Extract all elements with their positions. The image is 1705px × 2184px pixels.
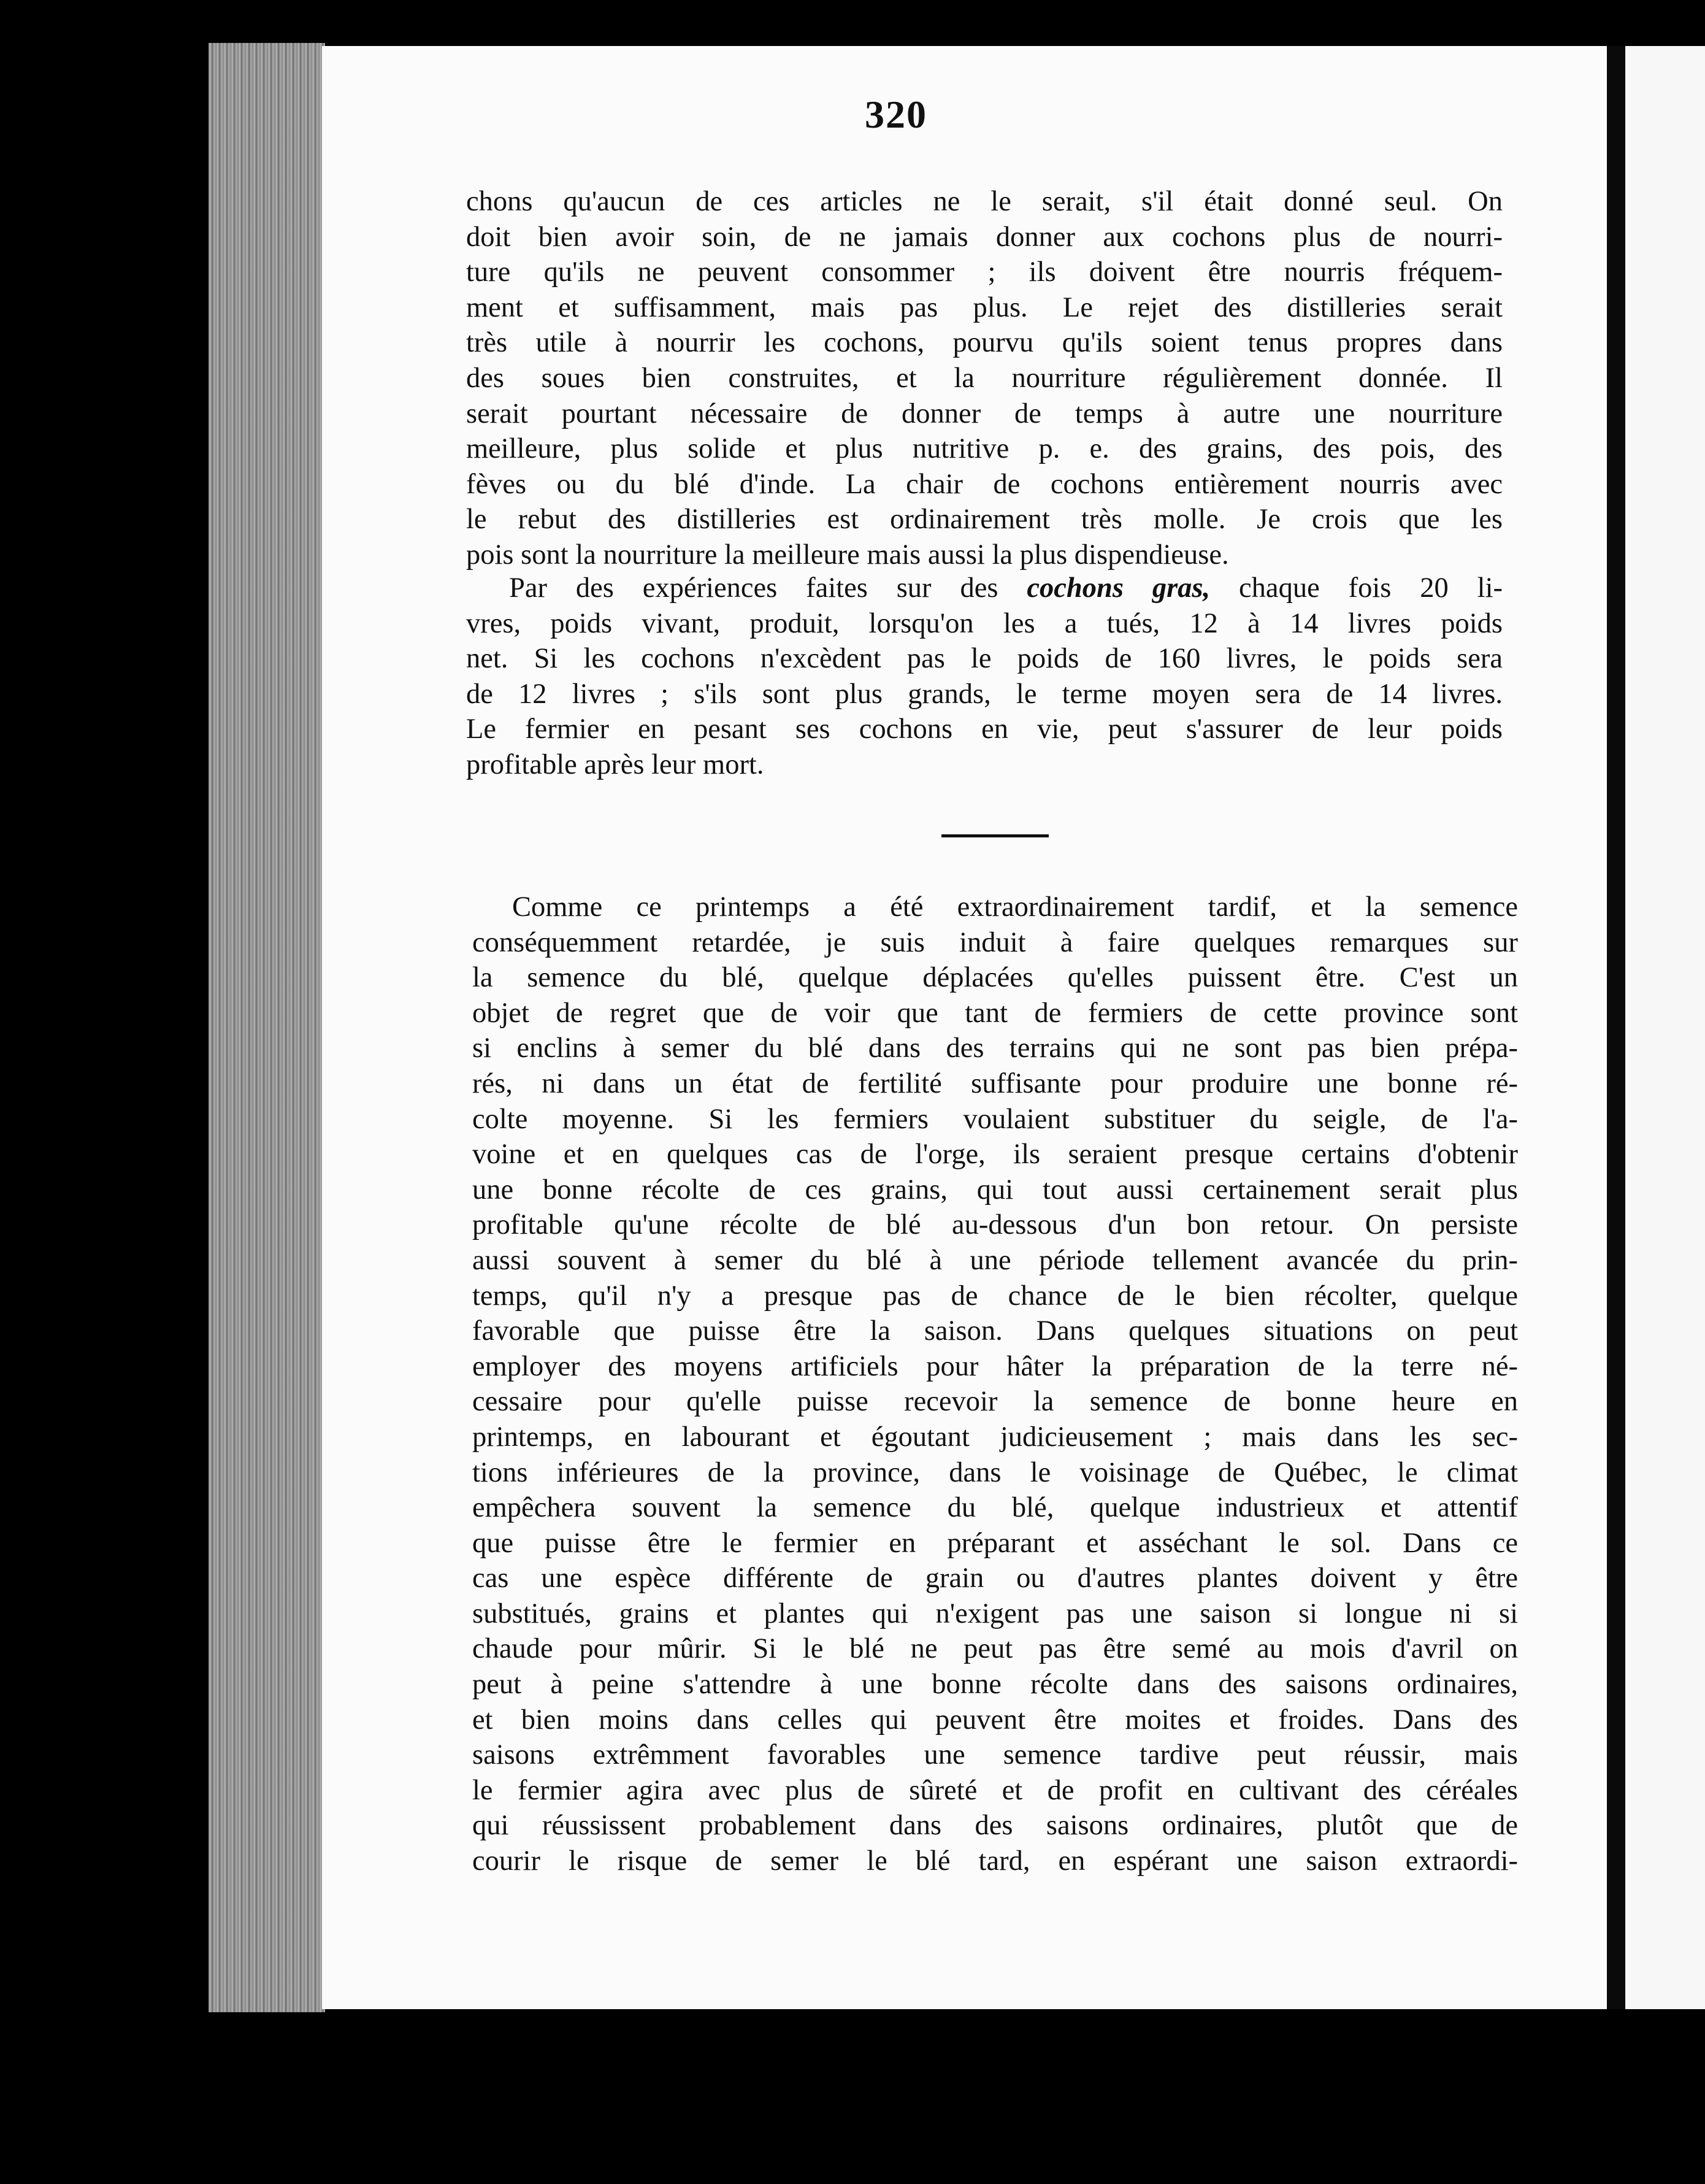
text-line: empêchera souvent la semence du blé, quelque industrieux et attentif — [472, 1492, 1518, 1524]
text-line: très utile à nourrir les cochons, pourvu qu'ils soient tenus propres dans — [466, 327, 1503, 359]
text-line: une bonne récolte de ces grains, qui tout aussi certainement serait plus — [472, 1174, 1518, 1205]
text-line: Comme ce printemps a été extraordinairement tardif, et la semence — [512, 891, 1518, 923]
text-line: temps, qu'il n'y a presque pas de chance de le bien récolter, quelque — [472, 1280, 1518, 1312]
text-line: conséquemment retardée, je suis induit à faire quelques remarques sur — [472, 926, 1518, 958]
text-line: le fermier agira avec plus de sûreté et de profit en cultivant des céréales — [472, 1774, 1518, 1806]
text-line: chaude pour mûrir. Si le blé ne peut pas être semé au mois d'avril on — [472, 1633, 1518, 1665]
text-line: la semence du blé, quelque déplacées qu'elles puissent être. C'est un — [472, 962, 1518, 994]
text-line: fèves ou du blé d'inde. La chair de cochons entièrement nourris avec — [466, 468, 1503, 500]
paragraph-3 — [472, 890, 1518, 1879]
text-line: cessaire pour qu'elle puisse recevoir la semence de bonne heure en — [472, 1386, 1518, 1418]
text-line: doit bien avoir soin, de ne jamais donner aux cochons plus de nourri- — [466, 221, 1503, 253]
text-line: pois sont la nourriture la meilleure mais aussi la plus dispendieuse. — [466, 539, 1229, 571]
text-line: favorable que puisse être la saison. Dans quelques situations on peut — [472, 1315, 1518, 1347]
text-line: saisons extrêmment favorables une semence tardive peut réussir, mais — [472, 1739, 1518, 1771]
text-line: des soues bien construites, et la nourriture régulièrement donnée. Il — [466, 362, 1503, 394]
text-line: serait pourtant nécessaire de donner de temps à autre une nourriture — [466, 398, 1503, 429]
text-line — [466, 571, 1503, 606]
text-run: chaque fois 20 li- — [1210, 572, 1503, 604]
text-line: le rebut des distilleries est ordinairement très molle. Je crois que les — [466, 504, 1503, 536]
text-line: de 12 livres ; s'ils sont plus grands, le terme moyen sera de 14 livres. — [466, 678, 1503, 710]
text-line: et bien moins dans celles qui peuvent être moites et froides. Dans des — [472, 1704, 1518, 1736]
text-line: tions inférieures de la province, dans le voisinage de Québec, le climat — [472, 1456, 1518, 1488]
text-line: si enclins à semer du blé dans des terrains qui ne sont pas bien prépa- — [472, 1032, 1518, 1064]
text-line: cas une espèce différente de grain ou d'autres plantes doivent y être — [472, 1563, 1518, 1594]
text-line: profitable qu'une récolte de blé au-dessous d'un bon retour. On persiste — [472, 1209, 1518, 1241]
text-line: colte moyenne. Si les fermiers voulaient substituer du seigle, de l'a- — [472, 1103, 1518, 1135]
section-divider — [941, 834, 1049, 837]
text-line: voine et en quelques cas de l'orge, ils seraient presque certains d'obtenir — [472, 1139, 1518, 1171]
text-run: Par des expériences faites sur des — [509, 572, 1027, 604]
page-stack-edge — [209, 43, 325, 2012]
text-line: objet de regret que de voir que tant de fermiers de cette province sont — [472, 997, 1518, 1029]
italic-term: cochons gras, — [1027, 572, 1211, 604]
text-line: net. Si les cochons n'excèdent pas le poids de 160 livres, le poids sera — [466, 643, 1503, 675]
text-line: chons qu'aucun de ces articles ne le serait, s'il était donné seul. On — [466, 186, 1503, 217]
text-line: ment et suffisamment, mais pas plus. Le rejet des distilleries serait — [466, 291, 1503, 323]
text-line: courir le risque de semer le blé tard, en espérant une saison extraordi- — [472, 1845, 1518, 1877]
text-line: employer des moyens artificiels pour hâter la préparation de la terre né- — [472, 1350, 1518, 1382]
text-line: printemps, en labourant et égoutant judicieusement ; mais dans les sec- — [472, 1421, 1518, 1453]
text-line: aussi souvent à semer du blé à une période tellement avancée du prin- — [472, 1244, 1518, 1276]
paragraph-1 — [466, 184, 1503, 573]
text-line: peut à peine s'attendre à une bonne récolte dans des saisons ordinaires, — [472, 1669, 1518, 1701]
text-line: ture qu'ils ne peuvent consommer ; ils doivent être nourris fréquem- — [466, 256, 1503, 288]
text-line: meilleure, plus solide et plus nutritive p. e. des grains, des pois, des — [466, 433, 1503, 465]
gutter-shadow — [1607, 46, 1625, 2009]
text-line: vres, poids vivant, produit, lorsqu'on les a tués, 12 à 14 livres poids — [466, 607, 1503, 639]
text-line: Le fermier en pesant ses cochons en vie, peut s'assurer de leur poids — [466, 713, 1503, 745]
text-line: rés, ni dans un état de fertilité suffisante pour produire une bonne ré- — [472, 1067, 1518, 1099]
text-line: substitués, grains et plantes qui n'exigent pas une saison si longue ni si — [472, 1598, 1518, 1629]
adjacent-page-edge — [1625, 46, 1705, 2009]
text-line: qui réussissent probablement dans des saisons ordinaires, plutôt que de — [472, 1810, 1518, 1842]
paragraph-2 — [466, 571, 1503, 783]
page-number: 320 — [865, 93, 927, 136]
text-line: que puisse être le fermier en préparant et asséchant le sol. Dans ce — [472, 1527, 1518, 1559]
text-line: profitable après leur mort. — [466, 748, 764, 780]
